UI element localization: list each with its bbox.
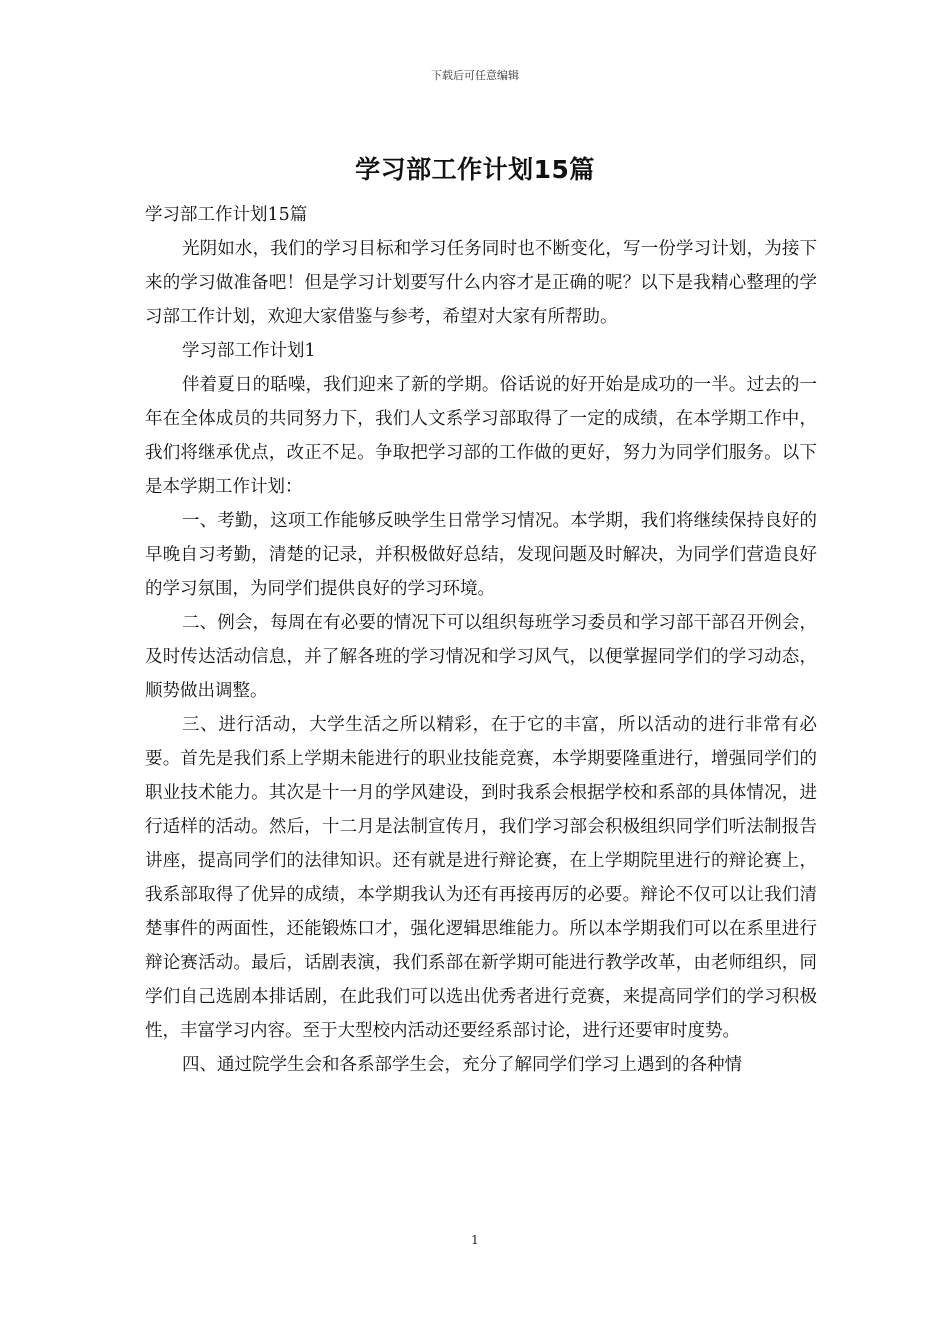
document-title: 学习部工作计划15篇 <box>355 155 595 184</box>
paragraph: 一、考勤，这项工作能够反映学生日常学习情况。本学期，我们将继续保持良好的早晚自习考勤，清楚的记录，并积极做好总结，发现问题及时解决，为同学们营造良好的学习氛围，为同学们提供良好的学习环境。 <box>145 511 817 599</box>
page-number: 1 <box>471 1233 479 1247</box>
subtitle: 学习部工作计划15篇 <box>145 205 308 225</box>
paragraph: 三、进行活动，大学生活之所以精彩，在于它的丰富，所以活动的进行非常有必要。首先是我们系上学期未能进行的职业技能竞赛，本学期要隆重进行，增强同学们的职业技术能力。其次是十一月的学风建设，到时我系会根据学校和系部的具体情况，进行适样的活动。然后，十二月是法制宣传月，我们学习部会积极组织同学们听法制报告讲座，提高同学们的法律知识。还有就是进行辩论赛，在上学期院里进行的辩论赛上，我系部取得了优异的成绩，本学期我认为还有再接再厉的必要。辩论不仅可以让我们清楚事件的两面性，还能锻炼口才，强化逻辑思维能力。所以本学期我们可以在系里进行辩论赛活动。最后，话剧表演，我们系部在新学期可能进行教学改革，由老师组织，同学们自己选剧本排话剧，在此我们可以选出优秀者进行竞赛，来提高同学们的学习积极性，丰富学习内容。至于大型校内活动还要经系部讨论，进行还要审时度势。 <box>145 715 817 1041</box>
paragraph: 二、例会，每周在有必要的情况下可以组织每班学习委员和学习部干部召开例会，及时传达活动信息，并了解各班的学习情况和学习风气，以便掌握同学们的学习动态，顺势做出调整。 <box>145 613 817 701</box>
section-heading: 学习部工作计划1 <box>182 341 316 361</box>
page-header: 下载后可任意编辑 <box>431 69 519 82</box>
paragraph-intro: 光阴如水，我们的学习目标和学习任务同时也不断变化，写一份学习计划，为接下来的学习做准备吧！但是学习计划要写什么内容才是正确的呢？以下是我精心整理的学习部工作计划，欢迎大家借鉴与参考，希望对大家有所帮助。 <box>145 239 817 327</box>
document-body <box>145 198 817 1082</box>
paragraph: 伴着夏日的聒噪，我们迎来了新的学期。俗话说的好开始是成功的一半。过去的一年在全体成员的共同努力下，我们人文系学习部取得了一定的成绩，在本学期工作中，我们将继承优点，改正不足。争取把学习部的工作做的更好，努力为同学们服务。以下是本学期工作计划： <box>145 375 817 497</box>
paragraph: 四、通过院学生会和各系部学生会，充分了解同学们学习上遇到的各种情 <box>182 1055 742 1075</box>
